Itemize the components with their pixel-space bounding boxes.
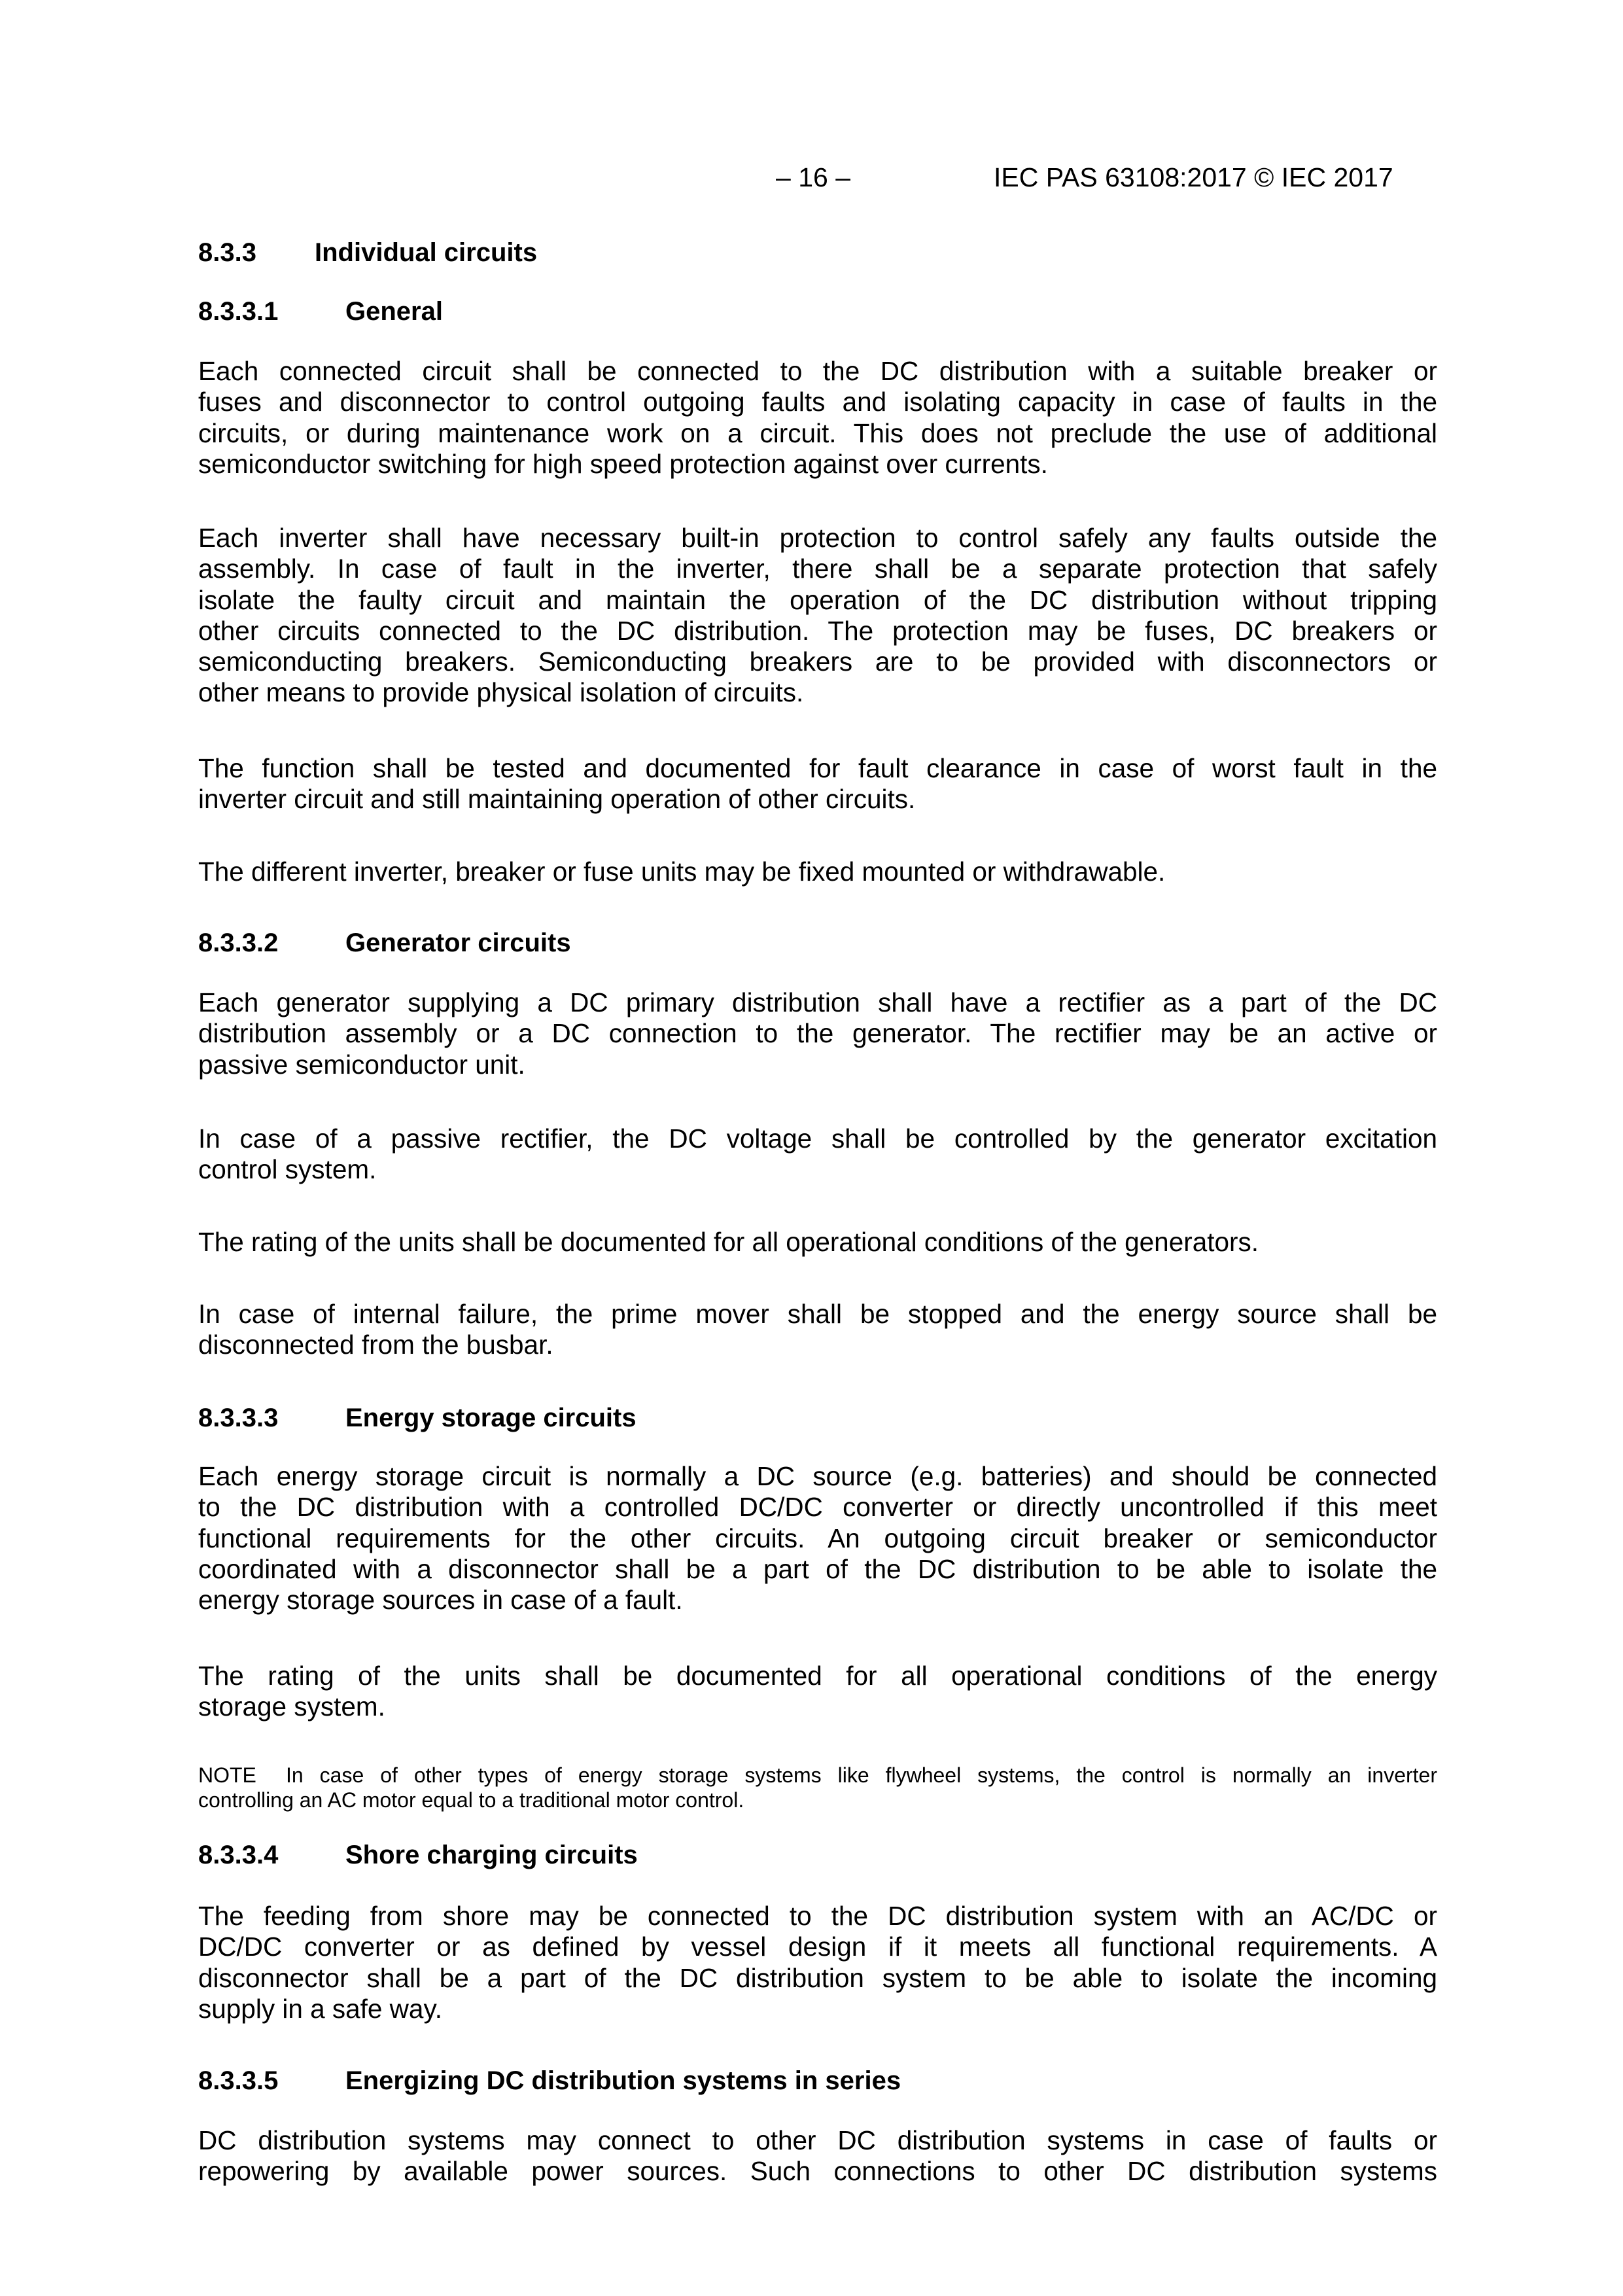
text-line: disconnected from the busbar. — [198, 1330, 553, 1360]
paragraph — [198, 1227, 1437, 1258]
paragraph — [198, 857, 1437, 887]
paragraph — [198, 1461, 1437, 1616]
paragraph — [198, 987, 1437, 1080]
text-line: The different inverter, breaker or fuse units may be fixed mounted or withdrawable. — [198, 857, 1166, 887]
section-title: Energy storage circuits — [345, 1404, 637, 1432]
section-title: Generator circuits — [345, 928, 571, 957]
text-line: Each generator supplying a DC primary distribution shall have a rectifier as a part of the DC — [198, 987, 1437, 1017]
note — [198, 1763, 1437, 1812]
section-heading-8-3-3-2 — [198, 928, 571, 958]
note-line: controlling an AC motor equal to a traditional motor control. — [198, 1788, 744, 1812]
paragraph — [198, 1901, 1437, 2024]
text-line: other means to provide physical isolation of circuits. — [198, 677, 804, 708]
text-line: semiconductor switching for high speed protection against over currents. — [198, 448, 1048, 479]
text-line: DC distribution systems may connect to other DC distribution systems in case of faults or — [198, 2125, 1437, 2155]
paragraph — [198, 1299, 1437, 1361]
section-number: 8.3.3.5 — [198, 2066, 279, 2095]
section-title: Shore charging circuits — [345, 1841, 638, 1869]
paragraph — [198, 2125, 1437, 2187]
page-number: – 16 – — [776, 162, 850, 192]
text-line: circuits, or during maintenance work on a circuit. This does not preclude the use of additional — [198, 417, 1437, 448]
section-heading-8-3-3 — [198, 238, 537, 268]
section-heading-8-3-3-5 — [198, 2066, 901, 2096]
section-number: 8.3.3.1 — [198, 297, 279, 326]
section-title: Energizing DC distribution systems in series — [345, 2066, 901, 2095]
text-line: functional requirements for the other circuits. An outgoing circuit breaker or semiconductor — [198, 1523, 1437, 1553]
text-line: distribution assembly or a DC connection to the generator. The rectifier may be an active or — [198, 1018, 1437, 1049]
paragraph — [198, 1123, 1437, 1186]
section-number: 8.3.3 — [198, 238, 256, 267]
text-line: In case of internal failure, the prime mover shall be stopped and the energy source shall be — [198, 1299, 1437, 1329]
text-line: repowering by available power sources. Such connections to other DC distribution systems — [198, 2156, 1437, 2187]
text-line: isolate the faulty circuit and maintain the operation of the DC distribution without tripping — [198, 584, 1437, 615]
text-line: Each inverter shall have necessary built-in protection to control safely any faults outside the — [198, 523, 1437, 553]
text-line: assembly. In case of fault in the inverter, there shall be a separate protection that safely — [198, 554, 1437, 584]
text-line: supply in a safe way. — [198, 1993, 442, 2024]
section-heading-8-3-3-4 — [198, 1841, 638, 1870]
paragraph — [198, 1661, 1437, 1723]
section-title: Individual circuits — [315, 238, 538, 267]
text-line: storage system. — [198, 1691, 385, 1722]
section-number: 8.3.3.3 — [198, 1404, 279, 1432]
text-line: semiconducting breakers. Semiconducting breakers are to be provided with disconnectors or — [198, 646, 1437, 677]
text-line: other circuits connected to the DC distribution. The protection may be fuses, DC breakers or — [198, 615, 1437, 646]
text-line: In case of a passive rectifier, the DC voltage shall be controlled by the generator excitation — [198, 1123, 1437, 1154]
paragraph — [198, 356, 1437, 480]
text-line: DC/DC converter or as defined by vessel design if it meets all functional requirements. A — [198, 1932, 1437, 1962]
paragraph — [198, 753, 1437, 815]
text-line: inverter circuit and still maintaining operation of other circuits. — [198, 784, 916, 815]
text-line: Each energy storage circuit is normally a DC source (e.g. batteries) and should be connected — [198, 1461, 1437, 1491]
section-title: General — [345, 297, 443, 326]
note-label: NOTE — [198, 1763, 256, 1787]
text-line: passive semiconductor unit. — [198, 1049, 525, 1080]
section-number: 8.3.3.2 — [198, 928, 279, 957]
text-line: to the DC distribution with a controlled DC/DC converter or directly uncontrolled if this meet — [198, 1492, 1437, 1523]
section-number: 8.3.3.4 — [198, 1841, 279, 1869]
text-line: fuses and disconnector to control outgoing faults and isolating capacity in case of faults in the — [198, 387, 1437, 417]
text-line: coordinated with a disconnector shall be a part of the DC distribution to be able to isolate the — [198, 1553, 1437, 1584]
text-line: The feeding from shore may be connected to the DC distribution system with an AC/DC or — [198, 1901, 1437, 1931]
paragraph — [198, 523, 1437, 709]
section-heading-8-3-3-1 — [198, 297, 443, 327]
text-line: control system. — [198, 1154, 377, 1185]
document-id: IEC PAS 63108:2017 © IEC 2017 — [994, 162, 1393, 192]
text-line: The rating of the units shall be documented for all operational conditions of the generators. — [198, 1227, 1259, 1257]
section-heading-8-3-3-3 — [198, 1404, 637, 1433]
text-line: Each connected circuit shall be connected to the DC distribution with a suitable breaker or — [198, 356, 1437, 386]
text-line: energy storage sources in case of a fault. — [198, 1585, 683, 1616]
text-line: The rating of the units shall be documented for all operational conditions of the energy — [198, 1661, 1437, 1691]
text-line: disconnector shall be a part of the DC distribution system to be able to isolate the incoming — [198, 1962, 1437, 1993]
text-line: The function shall be tested and documented for fault clearance in case of worst fault in the — [198, 753, 1437, 783]
note-text: In case of other types of energy storage systems like flywheel systems, the control is normally an inverter — [286, 1763, 1437, 1787]
note-line — [198, 1763, 1437, 1788]
